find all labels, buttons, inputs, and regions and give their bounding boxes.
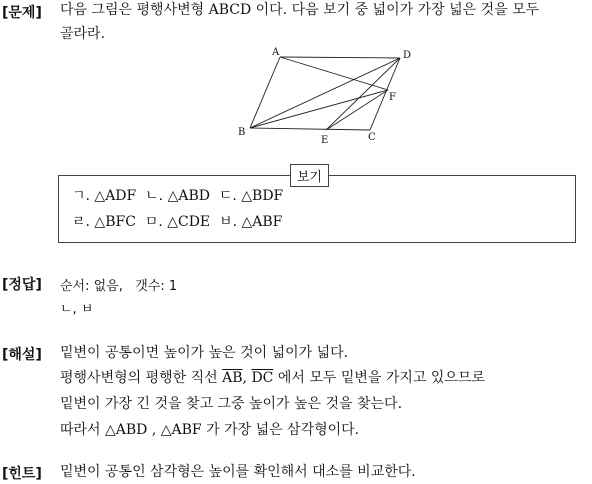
label-e: E xyxy=(321,135,329,146)
explanation-line-2-pre: 평행사변형의 평행한 직선 xyxy=(60,370,223,386)
explanation-tag: [해설] xyxy=(2,347,42,363)
edge-ad xyxy=(280,57,400,58)
problem-line-2: 골라라. xyxy=(60,26,106,42)
choices-title: 보기 xyxy=(290,164,329,187)
explanation-line-3: 밑변이 가장 긴 것을 찾고 그중 높이가 높은 것을 찾는다. xyxy=(60,396,403,412)
problem-tag: [문제] xyxy=(2,5,42,21)
answer-line-1: 순서: 없음, 갯수: 1 xyxy=(60,279,178,294)
hint-tag: [힌트] xyxy=(2,466,42,482)
explanation-line-2 xyxy=(60,368,485,388)
label-d: D xyxy=(403,50,412,61)
answer-tag: [정답] xyxy=(2,277,42,293)
edge-ab xyxy=(250,57,280,128)
choices-row-1: ㄱ. △ADF ㄴ. △ABD ㄷ. △BDF xyxy=(72,188,284,204)
choices-row-2: ㄹ. △BFC ㅁ. △CDE ㅂ. △ABF xyxy=(72,214,283,230)
explanation-line-2-post: 에서 모두 밑변을 가지고 있으므로 xyxy=(273,370,485,386)
segment-dc-label: $\overline{DC}$ xyxy=(251,370,274,386)
problem-line-1: 다음 그림은 평행사변형 ABCD 이다. 다음 보기 중 넓이가 가장 넓은 것을 모두 xyxy=(60,2,540,18)
explanation-line-4: 따라서 △ABD , △ABF 가 가장 넓은 삼각형이다. xyxy=(60,422,360,438)
explanation-line-1: 밑변이 공통이면 높이가 높은 것이 넓이가 넓다. xyxy=(60,345,349,361)
answer-line-2: ㄴ, ㅂ xyxy=(60,302,94,317)
label-c: C xyxy=(368,132,376,143)
hint-line-1: 밑변이 공통인 삼각형은 높이를 확인해서 대소를 비교한다. xyxy=(60,464,416,480)
parallelogram-figure xyxy=(230,44,420,148)
label-a: A xyxy=(272,47,280,58)
label-b: B xyxy=(238,127,246,138)
separator: , xyxy=(242,370,252,386)
edge-bc xyxy=(250,128,370,130)
label-f: F xyxy=(389,92,396,103)
segment-ab-label: $\overline{AB}$ xyxy=(222,370,243,386)
